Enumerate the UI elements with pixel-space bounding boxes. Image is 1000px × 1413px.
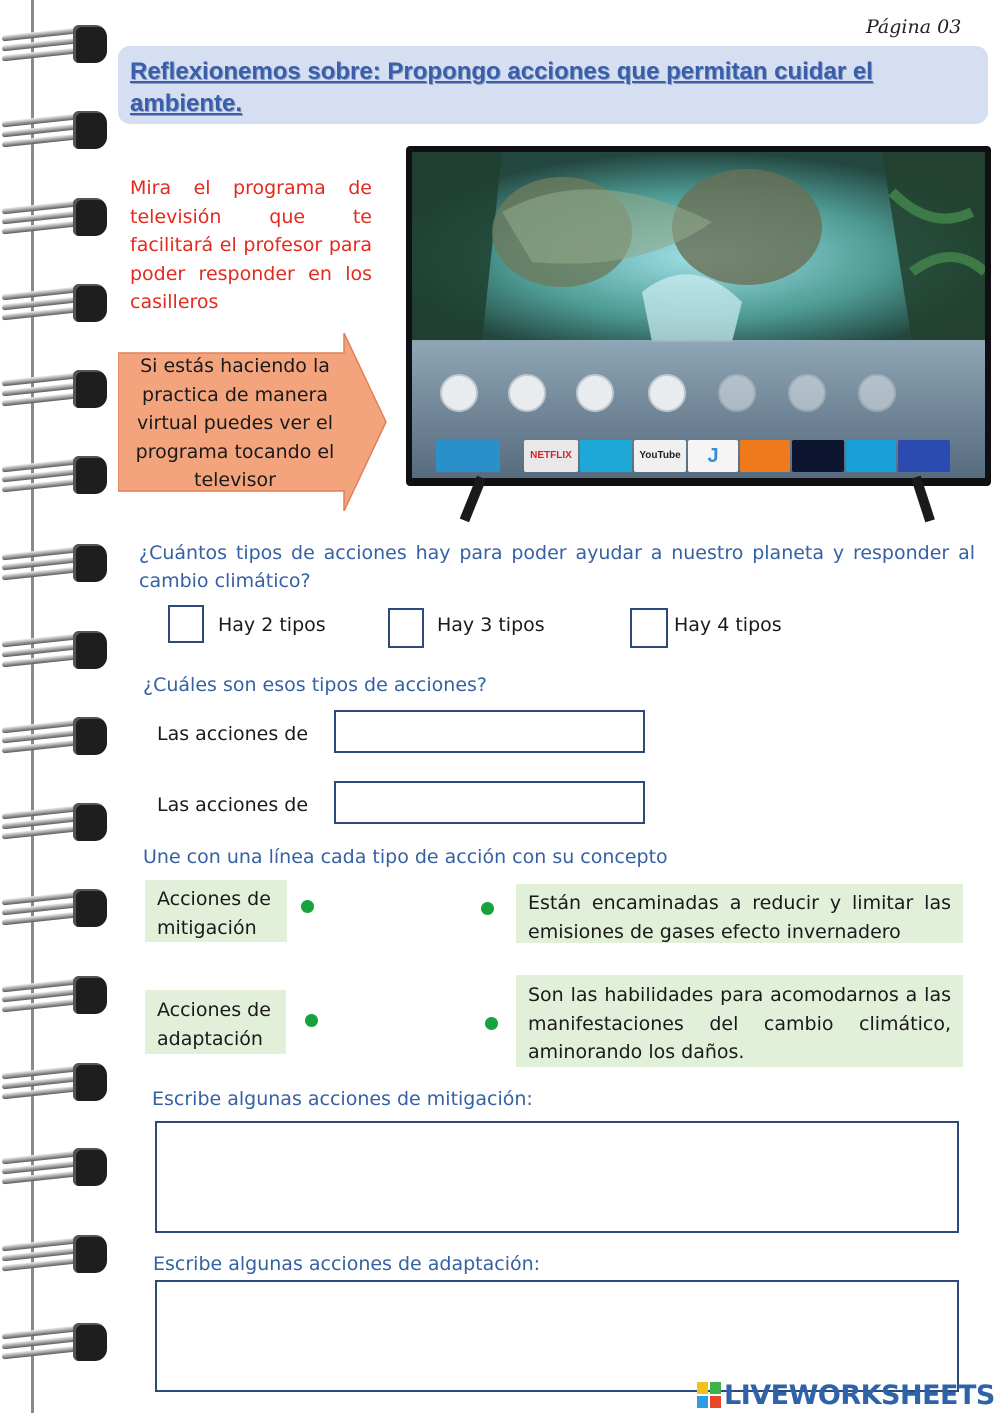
match-dot-right[interactable] (485, 1017, 498, 1030)
question-action-types: ¿Cuántos tipos de acciones hay para poder ayudar a nuestro planeta y responder al cambio climático? (139, 542, 975, 592)
spiral-ring (2, 1060, 107, 1104)
checkbox-4-tipos[interactable] (630, 608, 668, 648)
jungle-scene-image (412, 152, 985, 342)
spiral-ring (2, 367, 107, 411)
television-video[interactable] (406, 146, 991, 486)
page-title: Reflexionemos sobre: Propongo acciones que permitan cuidar el ambiente. (130, 58, 873, 117)
match-concept-reducir: Están encaminadas a reducir y limitar las emisiones de gases efecto invernadero (516, 884, 963, 943)
match-dot-left[interactable] (301, 900, 314, 913)
tv-menu-icon (718, 374, 756, 412)
tv-app-tile (898, 440, 950, 472)
spiral-ring (2, 1232, 107, 1276)
spiral-ring (2, 886, 107, 930)
spiral-ring (2, 281, 107, 325)
match-concept-habilidades: Son las habilidades para acomodarnos a las manifestaciones del cambio climático, aminorando los daños. (516, 975, 963, 1067)
spiral-ring (2, 108, 107, 152)
question-match-concepts: Une con una línea cada tipo de acción con su concepto (143, 846, 668, 868)
answer-input-1[interactable] (334, 710, 645, 753)
question-which-types: ¿Cuáles son esos tipos de acciones? (143, 674, 487, 696)
option-label: Hay 2 tipos (218, 614, 326, 636)
question-write-adaptation: Escribe algunas acciones de adaptación: (153, 1253, 541, 1275)
spiral-ring (2, 1145, 107, 1189)
adaptation-textarea[interactable] (155, 1280, 959, 1392)
spiral-ring (2, 800, 107, 844)
question-write-mitigation: Escribe algunas acciones de mitigación: (152, 1088, 533, 1110)
spiral-ring (2, 541, 107, 585)
option-label: Hay 3 tipos (437, 614, 545, 636)
tv-app-tile (436, 440, 500, 472)
spiral-ring (2, 195, 107, 239)
spiral-ring (2, 22, 107, 66)
tv-menu-icon (788, 374, 826, 412)
tv-app-tile (580, 440, 632, 472)
match-item-adaptacion: Acciones de adaptación (145, 990, 286, 1054)
answer-row-label: Las acciones de (157, 723, 309, 745)
answer-input-2[interactable] (334, 781, 645, 824)
tv-menu-icon (440, 374, 478, 412)
tv-menu-icon (648, 374, 686, 412)
match-dot-left[interactable] (305, 1014, 318, 1027)
checkbox-2-tipos[interactable] (168, 605, 204, 643)
liveworksheets-logo: LIVEWORKSHEETS (724, 1380, 995, 1411)
tv-app-tile: J (688, 440, 738, 472)
match-item-mitigacion: Acciones de mitigación (145, 880, 287, 942)
spiral-ring (2, 1320, 107, 1364)
match-dot-right[interactable] (481, 902, 494, 915)
checkbox-3-tipos[interactable] (388, 608, 424, 648)
spiral-ring (2, 628, 107, 672)
tv-app-youtube: YouTube (634, 440, 686, 472)
answer-row-label: Las acciones de (157, 794, 309, 816)
spiral-ring (2, 973, 107, 1017)
tv-menu-icon (508, 374, 546, 412)
tv-app-netflix: NETFLIX (524, 440, 578, 472)
tv-app-tile (846, 440, 896, 472)
tv-menu-icon (576, 374, 614, 412)
mitigation-textarea[interactable] (155, 1121, 959, 1233)
arrow-callout-text: Si estás haciendo la practica de manera virtual puedes ver el programa tocando el televisor (135, 355, 335, 491)
tv-app-tile (792, 440, 844, 472)
spiral-ring (2, 714, 107, 758)
spiral-ring (2, 453, 107, 497)
tv-app-tile (740, 440, 790, 472)
tv-screen[interactable] (412, 152, 985, 478)
tv-menu-icon (858, 374, 896, 412)
page-number: Página 03 (866, 16, 962, 38)
watch-instruction: Mira el programa de televisión que te facilitará el profesor para poder responder en los casilleros (130, 177, 372, 313)
option-label: Hay 4 tipos (674, 614, 782, 636)
liveworksheets-logo-icon (697, 1382, 721, 1408)
